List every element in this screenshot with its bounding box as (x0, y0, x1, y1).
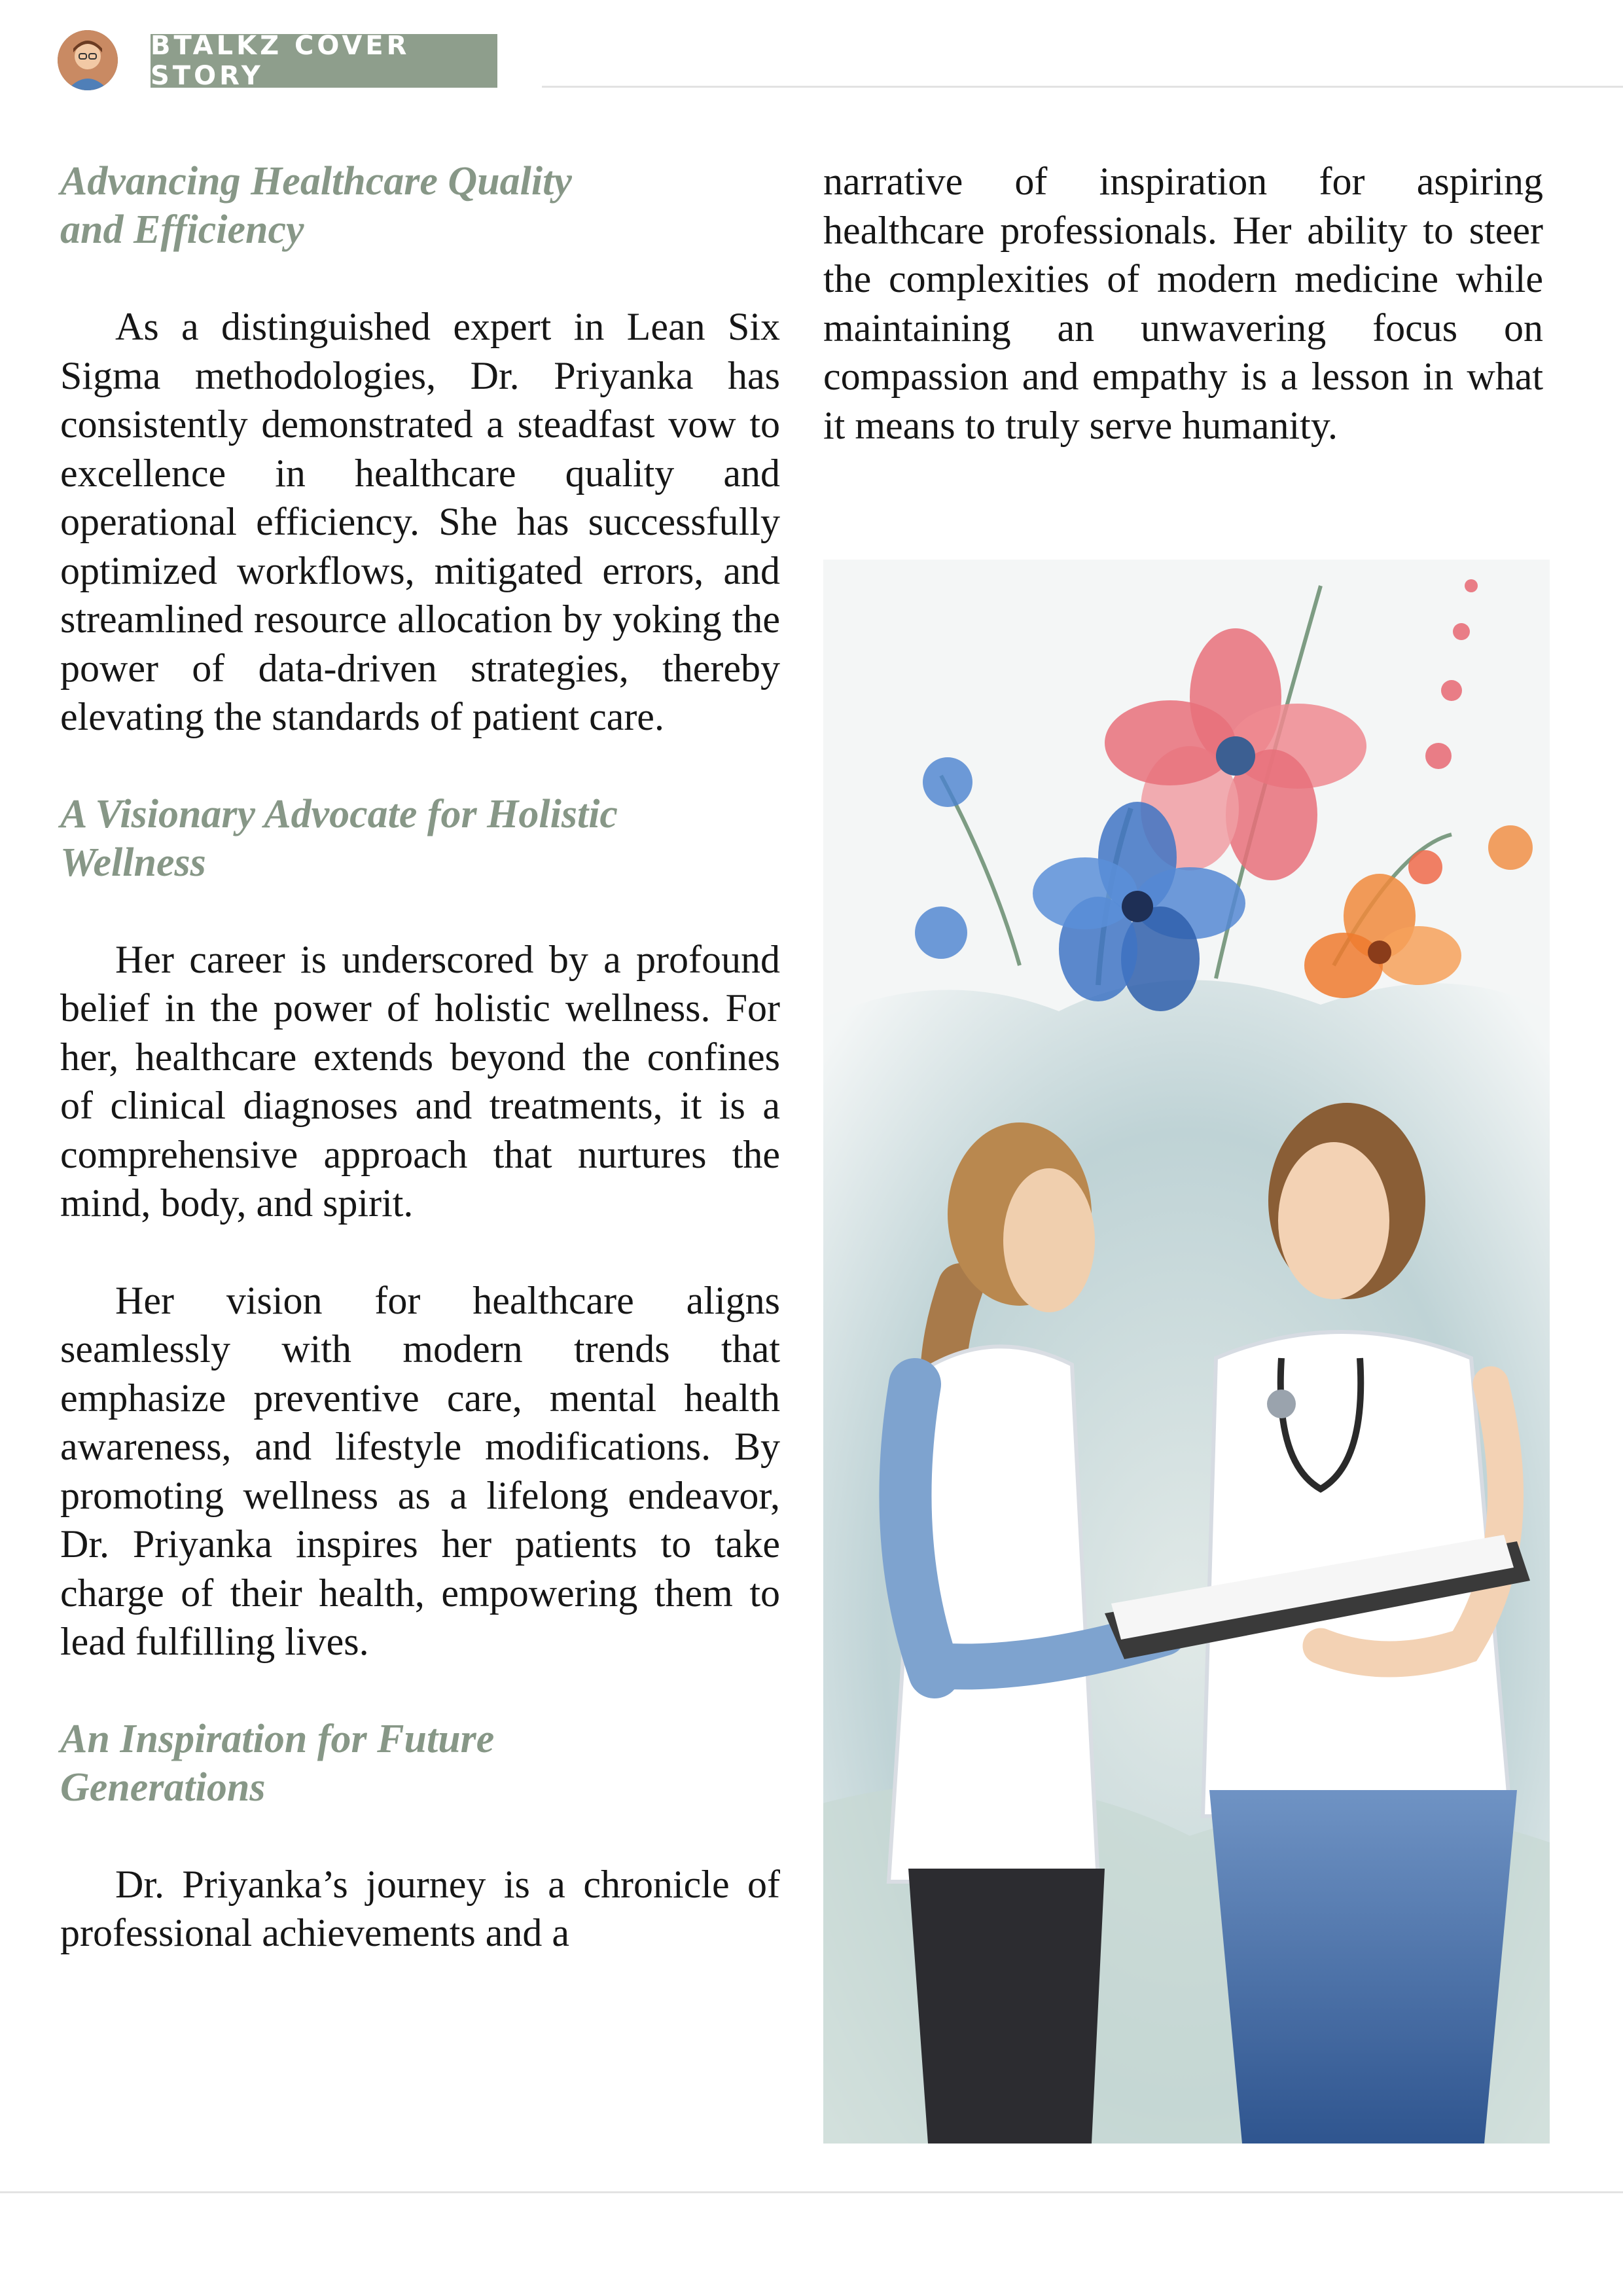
body-paragraph: Her career is underscored by a profound belief in the power of holistic wellness. For her, healthcare extends beyond the confines of clinical diagnoses and treatments, it is a comprehensive approach that nurtures the mind, body, and spirit. (60, 937, 780, 1225)
page-header (0, 0, 1623, 105)
footer-divider (0, 2191, 1623, 2193)
header-divider (542, 86, 1623, 88)
body-paragraph-continued: narrative of inspiration for aspiring healthcare professionals. Her ability to steer the complexities of modern medicine while maintaining an unwavering focus on compassion and empathy is a lesson in what it means to truly serve humanity. (823, 160, 1543, 447)
heading-line: An Inspiration for Future (60, 1716, 495, 1761)
body-paragraph: Dr. Priyanka’s journey is a chronicle of professional achievements and a (60, 1862, 780, 1954)
heading-line: Advancing Healthcare Quality (60, 159, 572, 204)
section-heading-quality (60, 157, 780, 254)
left-column (60, 157, 780, 1958)
cover-story-banner: BTALKZ COVER STORY (151, 34, 497, 88)
heading-line: and Efficiency (60, 207, 304, 252)
body-paragraph: As a distinguished expert in Lean Six Sigma methodologies, Dr. Priyanka has consistently demonstrated a steadfast vow to excellence in healthcare quality and operational efficiency. She has successfully optimized workflows, mitigated errors, and streamlined resource allocation by yoking the power of data-driven strategies, thereby elevating the standards of patient care. (60, 305, 780, 738)
section-heading-inspiration (60, 1715, 780, 1812)
author-avatar-icon (58, 30, 118, 90)
heading-line: A Visionary Advocate for Holistic (60, 791, 618, 836)
heading-line: Generations (60, 1765, 266, 1810)
body-paragraph: Her vision for healthcare aligns seamlessly with modern trends that emphasize preventive care, mental health awareness, and lifestyle modifications. By promoting wellness as a lifelong endeavor, Dr. Priyanka inspires her patients to take charge of their health, empowering them to lead fulfilling lives. (60, 1278, 780, 1663)
heading-line: Wellness (60, 840, 206, 885)
right-column (823, 157, 1543, 450)
section-heading-wellness (60, 790, 780, 887)
watercolor-doctor-patient-illustration (823, 560, 1550, 2144)
